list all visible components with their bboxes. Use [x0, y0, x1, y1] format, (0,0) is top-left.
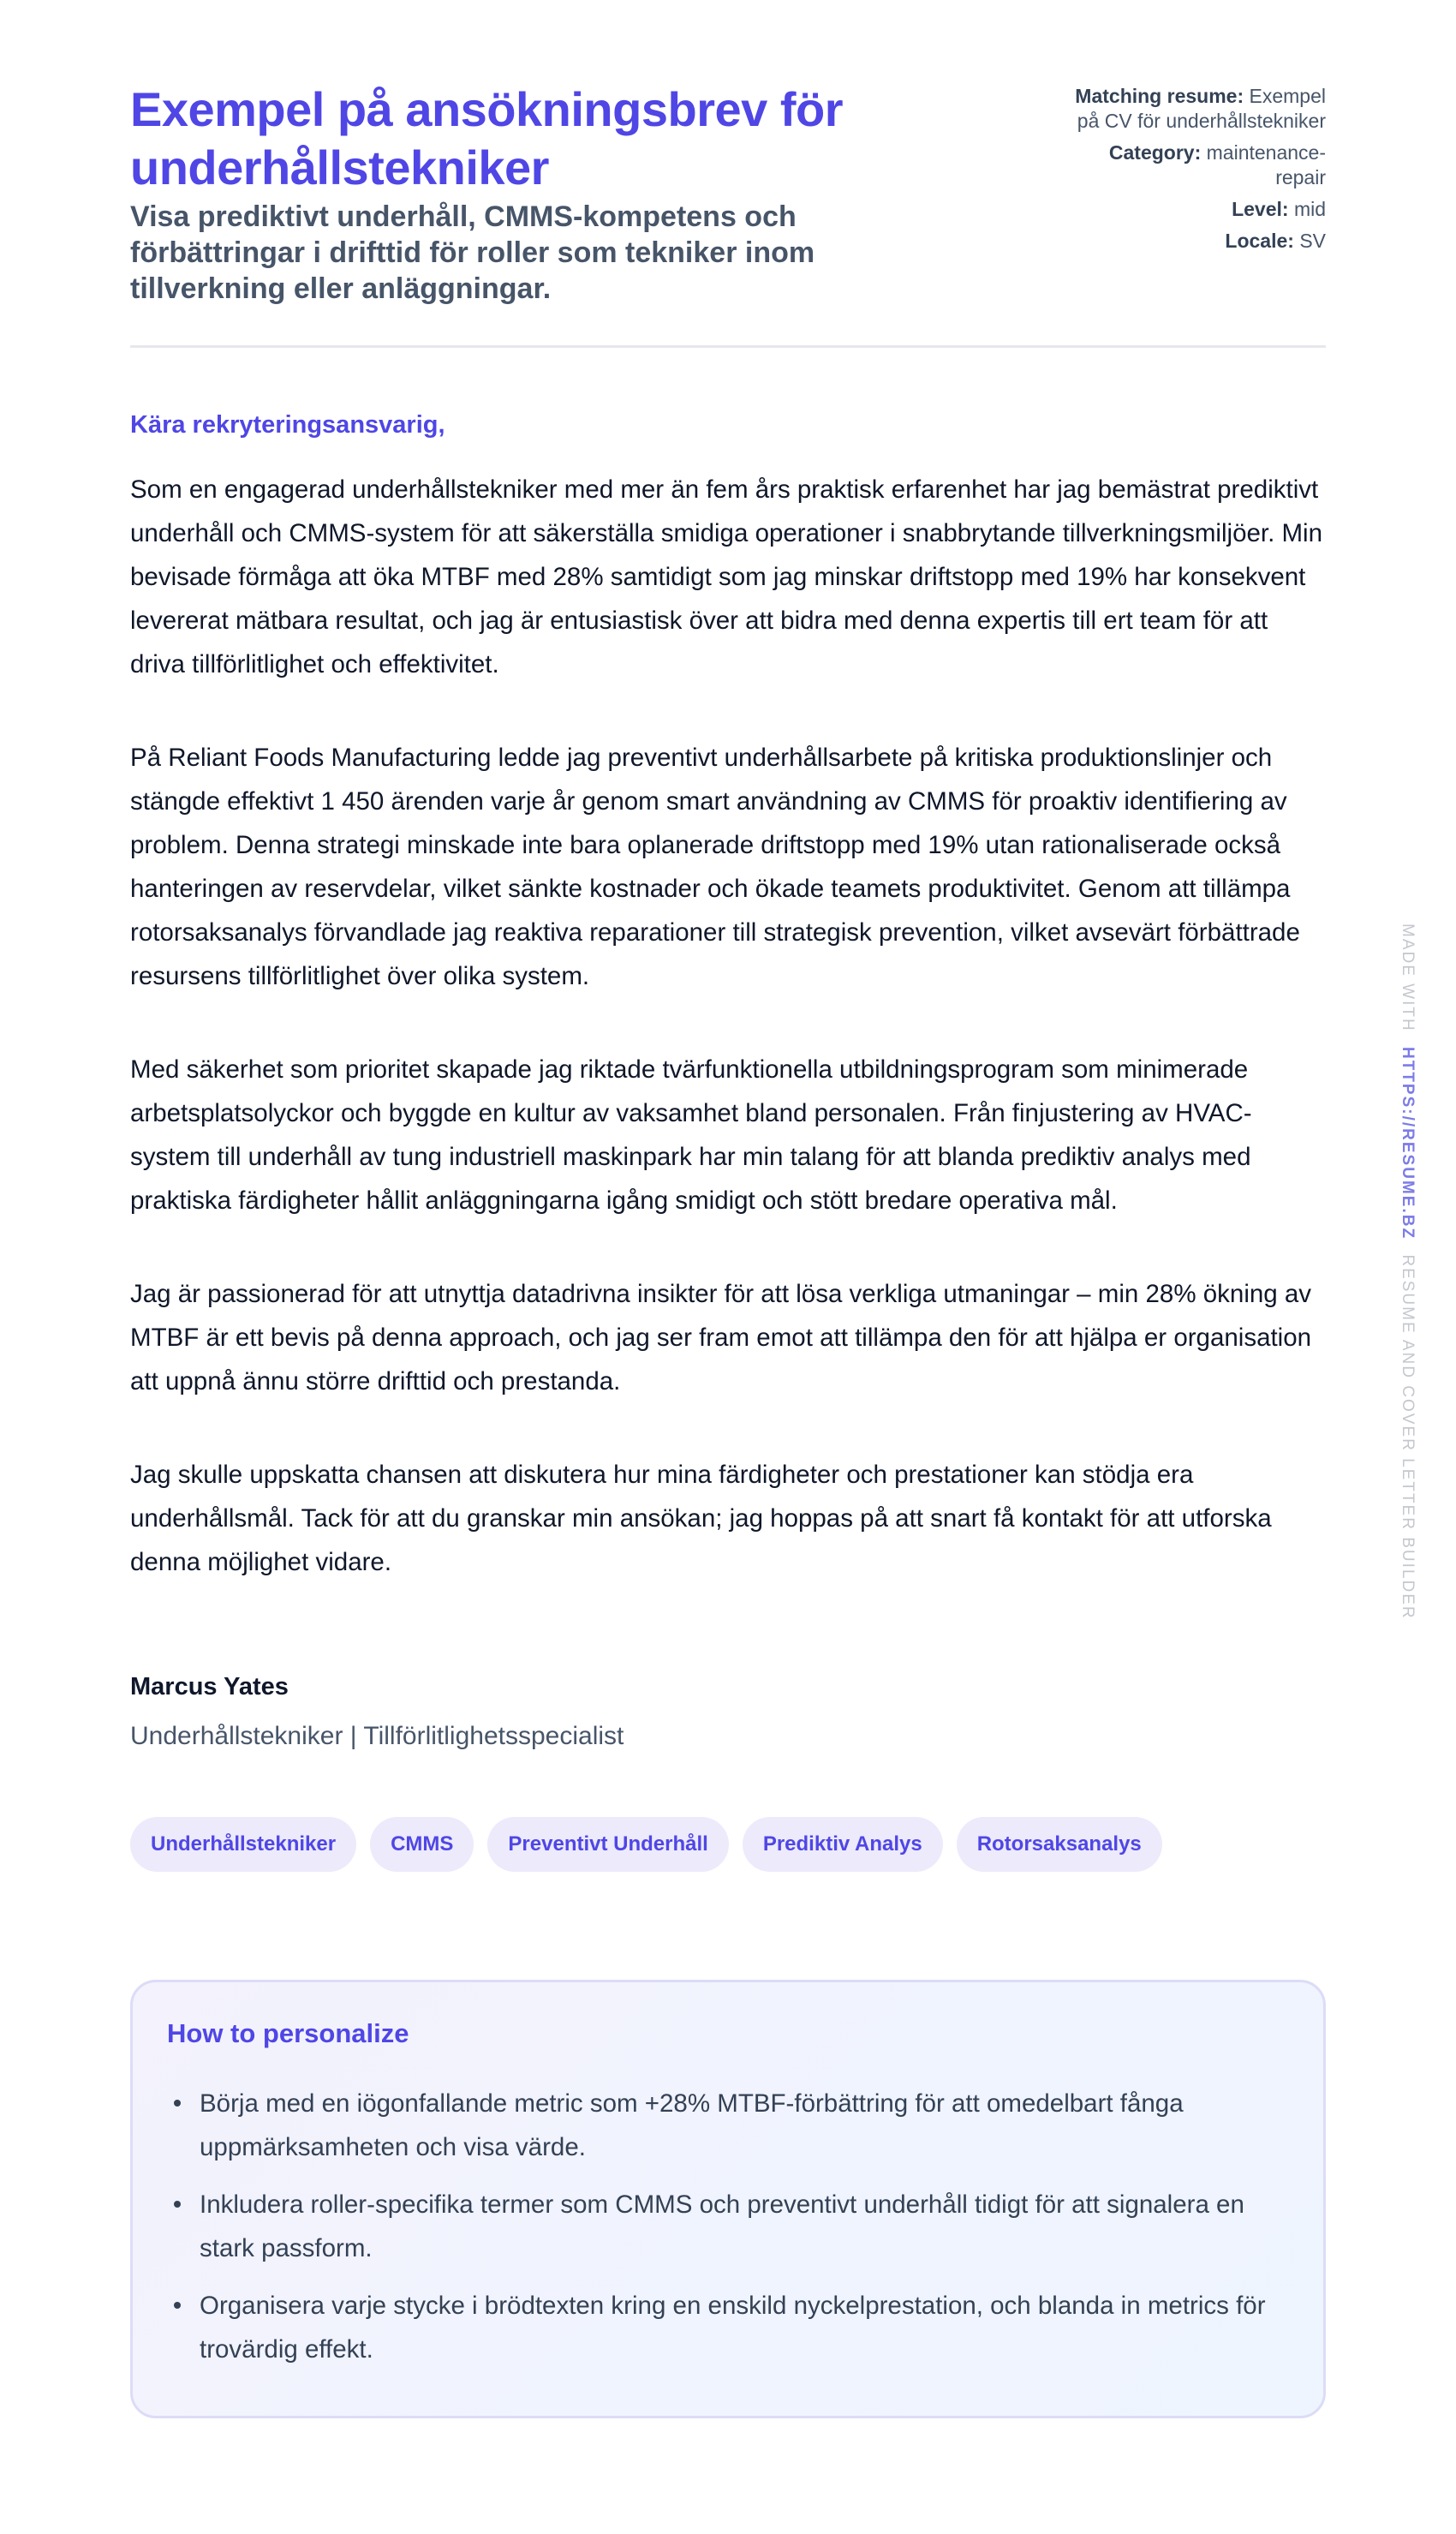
- page-header: [130, 0, 1326, 348]
- credit-prefix: MADE WITH: [1399, 923, 1417, 1032]
- signature-block: [130, 1670, 1326, 1754]
- meta-value: mid: [1293, 198, 1326, 220]
- personalize-tips-card: [130, 1980, 1326, 2418]
- vertical-credit: [1397, 923, 1417, 1620]
- tips-list: [167, 2082, 1289, 2371]
- meta-value: Exempel på CV för underhållstekniker: [1077, 85, 1326, 132]
- tag-rotorsaksanalys[interactable]: Rotorsaksanalys: [957, 1817, 1162, 1872]
- tag-underhallstekniker[interactable]: Underhållstekniker: [130, 1817, 356, 1872]
- meta-category: [1069, 140, 1326, 190]
- letter-paragraphs: [130, 468, 1326, 1584]
- tag-preventivt-underhall[interactable]: Preventivt Underhåll: [487, 1817, 728, 1872]
- meta-label: Locale:: [1225, 230, 1294, 252]
- letter-paragraph: Jag skulle uppskatta chansen att diskutera hur mina färdigheter och prestationer kan stödja era underhållsmål. Tack för att du granskar min ansökan; jag hoppas på att snart få kontakt för att utforska denna möjlighet vidare.: [130, 1461, 1272, 1576]
- letter-body: [130, 408, 1326, 1754]
- tips-item-text: Börja med en iögonfallande metric som +28% MTBF-förbättring för att omedelbart fånga uppmärksamheten och visa värde.: [200, 2089, 1184, 2161]
- tips-item-text: Inkludera roller-specifika termer som CMMS och preventivt underhåll tidigt för att signalera en stark passform.: [200, 2190, 1244, 2262]
- bullet-icon: [174, 2100, 181, 2107]
- meta-level: [1069, 197, 1326, 222]
- letter-paragraph: På Reliant Foods Manufacturing ledde jag preventivt underhållsarbete på kritiska produktionslinjer och stängde effektivt 1 450 ärenden varje år genom smart användning av CMMS för proaktiv identifiering av problem. Denna strategi minskade inte bara oplanerade driftstopp med 19% utan rationaliserade också hanteringen av reservdelar, vilket sänkte kostnader och ökade teamets produktivitet. Genom att tillämpa rotorsaksanalys förvandlade jag reaktiva reparationer till strategisk prevention, vilket avsevärt förbättrade resursens tillförlitlighet över olika system.: [130, 744, 1300, 990]
- meta-label: Level:: [1232, 198, 1289, 220]
- credit-link[interactable]: HTTPS://RESUME.BZ: [1399, 1047, 1417, 1240]
- bullet-icon: [174, 2201, 181, 2208]
- tips-item: [167, 2082, 1289, 2169]
- signature-name: Marcus Yates: [130, 1673, 289, 1700]
- letter-greeting: Kära rekryteringsansvarig,: [130, 411, 445, 439]
- tag-cmms[interactable]: CMMS: [370, 1817, 474, 1872]
- meta-value: maintenance-repair: [1206, 141, 1326, 188]
- letter-paragraph: Som en engagerad underhållstekniker med mer än fem års praktisk erfarenhet har jag bemästrat prediktivt underhåll och CMMS-system för att säkerställa smidiga operationer i snabbrytande tillverkningsmiljöer. Min bevisade förmåga att öka MTBF med 28% samtidigt som jag minskar driftstopp med 19% har konsekvent levererat mätbara resultat, och jag är entusiastisk över att bidra med denna expertis till ert team för att driva tillförlitlighet och effektivitet.: [130, 475, 1323, 678]
- cover-letter-page: [130, 0, 1326, 2418]
- meta-matching-resume: [1069, 84, 1326, 134]
- tips-item: [167, 2183, 1289, 2270]
- credit-suffix: RESUME AND COVER LETTER BUILDER: [1399, 1254, 1417, 1620]
- meta-label: Matching resume:: [1075, 85, 1244, 107]
- tips-title: How to personalize: [167, 2018, 409, 2048]
- tag-prediktiv-analys[interactable]: Prediktiv Analys: [743, 1817, 943, 1872]
- tips-item: [167, 2284, 1289, 2371]
- title-block: [130, 81, 901, 307]
- meta-label: Category:: [1108, 141, 1202, 164]
- bullet-icon: [174, 2302, 181, 2309]
- meta-locale: [1069, 229, 1326, 254]
- letter-paragraph: Med säkerhet som prioritet skapade jag riktade tvärfunktionella utbildningsprogram som minimerade arbetsplatsolyckor och byggde en kultur av vaksamhet bland personalen. Från finjustering av HVAC-system till underhåll av tung industriell maskinpark har min talang för att blanda prediktiv analys med praktiska färdigheter hållit anläggningarna igång smidigt och stött bredare operativa mål.: [130, 1055, 1252, 1215]
- keyword-tags: [130, 1817, 1326, 1872]
- page-title: Exempel på ansökningsbrev för underhållstekniker: [130, 82, 843, 194]
- page-subtitle: Visa prediktivt underhåll, CMMS-kompetens och förbättringar i drifttid för roller som tekniker inom tillverkning eller anläggningar.: [130, 200, 815, 305]
- tips-item-text: Organisera varje stycke i brödtexten kring en enskild nyckelprestation, och blanda in metrics för trovärdig effekt.: [200, 2292, 1266, 2364]
- signature-title: Underhållstekniker | Tillförlitlighetsspecialist: [130, 1722, 624, 1750]
- letter-paragraph: Jag är passionerad för att utnyttja datadrivna insikter för att lösa verkliga utmaningar – min 28% ökning av MTBF är ett bevis på denna approach, och jag ser fram emot att tillämpa den för att hjälpa er organisation att uppnå ännu större drifttid och prestanda.: [130, 1280, 1312, 1395]
- meta-value: SV: [1299, 230, 1326, 252]
- metadata-panel: [1069, 84, 1326, 260]
